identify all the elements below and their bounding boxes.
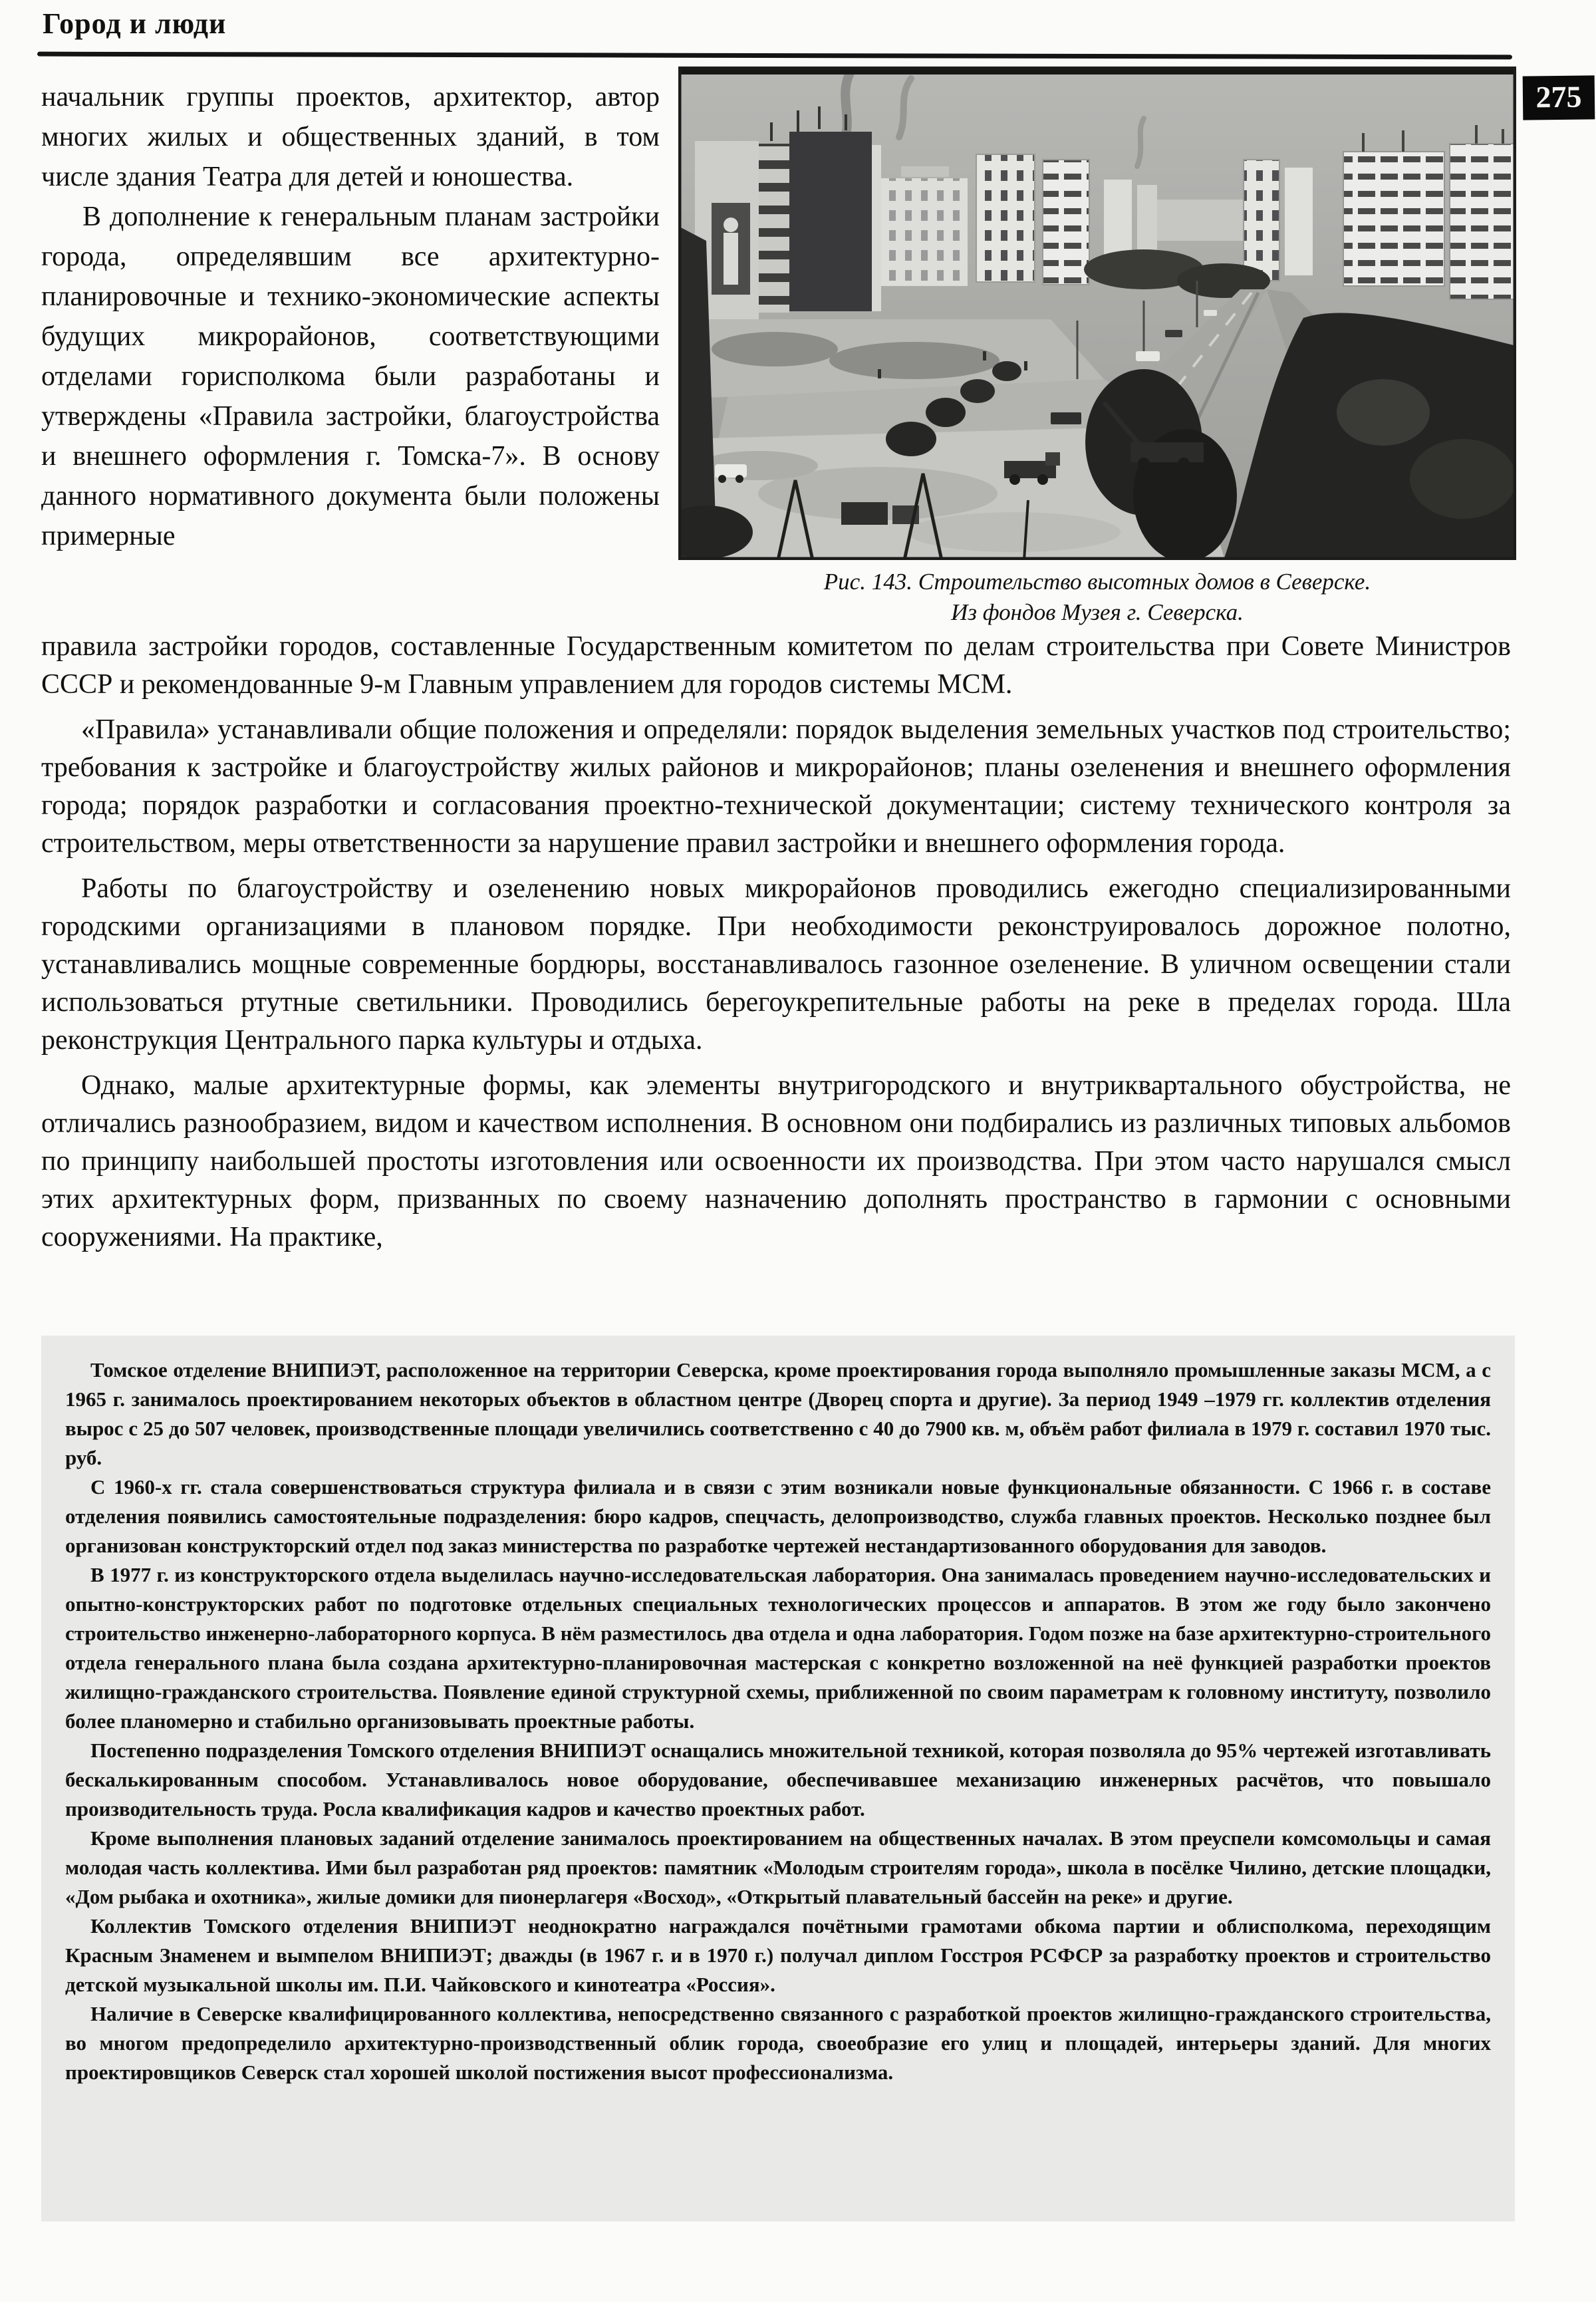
paragraph: «Правила» устанавливали общие положения и определяли: порядок выделения земельных участков под строительство; требования к застройке и благоустройству жилых районов и микрорайонов; планы озеленения и внешнего оформления города; порядок разработки и согласования проектно-технической документации; систему технического контроля за строительством, меры ответственности за нарушение правил застройки и внешнего оформления города. <box>41 714 1511 859</box>
header-rule <box>37 52 1512 60</box>
paragraph: Работы по благоустройству и озеленению новых микрорайонов проводились ежегодно специализированными городскими организациями в плановом порядке. При необходимости реконструировалось дорожное полотно, устанавливались мощные современные бордюры, восстанавливалось газонное озеленение. В уличном освещении стали использоваться ртутные светильники. Проводились берегоукрепительные работы на реке в пределах города. Шла реконструкция Центрального парка культуры и отдыха. <box>41 873 1511 1056</box>
paragraph: В дополнение к генеральным планам застройки города, определявшим все архитектурно-планировочные и технико-экономические аспекты будущих микрорайонов, соответствующими отделами горисполкома были разработаны и утверждены «Правила застройки, благоустройства и внешнего оформления г. Томска-7». В основу данного нормативного документа были положены примерные <box>41 202 660 551</box>
paragraph: Однако, малые архитектурные формы, как элементы внутригородского и внутриквартального обустройства, не отличались разнообразием, видом и качеством исполнения. В основном они подбирались из различных типовых альбомов по принципу наибольшей простоты изготовления или освоенности их производства. При этом часто нарушался смысл этих архитектурных форм, призванных по своему назначению дополнять пространство в гармонии с основными сооружениями. На практике, <box>41 1070 1511 1252</box>
left-column-text <box>41 77 660 556</box>
sidebar-inset-box <box>41 1336 1515 2222</box>
inset-paragraph: С 1960-х гг. стала совершенствоваться структура филиала и в связи с этим возникали новые функциональные обязанности. С 1966 г. в составе отделения появились самостоятельные подразделения: бюро кадров, спецчасть, делопроизводство, служба главных проектов. Несколько позднее был организован конструкторский отдел под заказ министерства по разработке чертежей нестандартизованного оборудования для заводов. <box>65 1475 1491 1557</box>
main-text <box>41 628 1511 1264</box>
inset-paragraph: Томское отделение ВНИПИЭТ, расположенное на территории Северска, кроме проектирования города выполняло промышленные заказы МСМ, а с 1965 г. занималось проектированием некоторых объектов в областном центре (Дворец спорта и другие). За период 1949 –1979 гг. коллектив отделения вырос с 25 до 507 человек, производственные площади увеличились соответственно с 40 до 7900 кв. м, объём работ филиала в 1979 г. составил 1970 тыс. руб. <box>65 1358 1491 1469</box>
figure-caption <box>678 567 1516 628</box>
paragraph: правила застройки городов, составленные Государственным комитетом по делам строительства при Совете Министров СССР и рекомендованные 9-м Главным управлением для городов системы МСМ. <box>41 631 1511 700</box>
running-head: Город и люди <box>43 7 227 40</box>
inset-paragraph: Коллектив Томского отделения ВНИПИЭТ неоднократно награждался почётными грамотами обкома партии и облисполкома, переходящим Красным Знаменем и вымпелом ВНИПИЭТ; дважды (в 1967 г. и в 1970 г.) получал диплом Госстроя РСФСР за разработку проектов и строительство детской музыкальной школы им. П.И. Чайковского и кинотеатра «Россия». <box>65 1914 1491 1996</box>
inset-paragraph: Наличие в Северске квалифицированного коллектива, непосредственно связанного с разработкой проектов жилищно-гражданского строительства, во многом предопределило архитектурно-производственный облик города, своеобразие его улиц и площадей, интерьеры зданий. Для многих проектировщиков Северск стал хорошей школой постижения высот профессионализма. <box>65 2002 1491 2084</box>
inset-paragraph: Кроме выполнения плановых заданий отделение занималось проектированием на общественных началах. В этом преуспели комсомольцы и самая молодая часть коллектива. Ими был разработан ряд проектов: памятник «Молодым строителям города», школа в посёлке Чилино, детские площадки, «Дом рыбака и охотника», жилые домики для пионерлагеря «Восход», «Открытый плавательный бассейн на реке» и другие. <box>65 1826 1491 1908</box>
photo-illustration <box>678 67 1516 560</box>
construction-photo <box>678 67 1516 560</box>
paragraph: начальник группы проектов, архитектор, автор многих жилых и общественных зданий, в том числе здания Театра для детей и юношества. <box>41 82 660 192</box>
figure-caption-line1: Рис. 143. Строительство высотных домов в Северске. <box>823 569 1371 595</box>
page-number-badge: 275 <box>1523 75 1595 120</box>
inset-paragraph: Постепенно подразделения Томского отделения ВНИПИЭТ оснащались множительной техникой, которая позволяла до 95% чертежей изготавливать бескалькированным способом. Устанавливалось новое оборудование, обеспечивавшее механизацию инженерных расчётов, что повышало производительность труда. Росла квалификация кадров и качество проектных работ. <box>65 1739 1491 1820</box>
inset-paragraph: В 1977 г. из конструкторского отдела выделилась научно-исследовательская лаборатория. Она занималась проведением научно-исследовательских и опытно-конструкторских работ по подготовке отдельных специальных технологических процессов и аппаратов. В этом же году было закончено строительство инженерно-лабораторного корпуса. В нём разместилось два отдела и одна лаборатория. Годом позже на базе архитектурно-строительного отдела генерального плана была создана архитектурно-планировочная мастерская с конкретно возложенной на неё функцией разработки проектов жилищно-гражданского строительства. Появление единой структурной схемы, приближенной по своим параметрам к головному институту, позволило более планомерно и стабильно организовывать проектные работы. <box>65 1563 1491 1733</box>
figure-caption-line2: Из фондов Музея г. Северска. <box>951 599 1244 625</box>
